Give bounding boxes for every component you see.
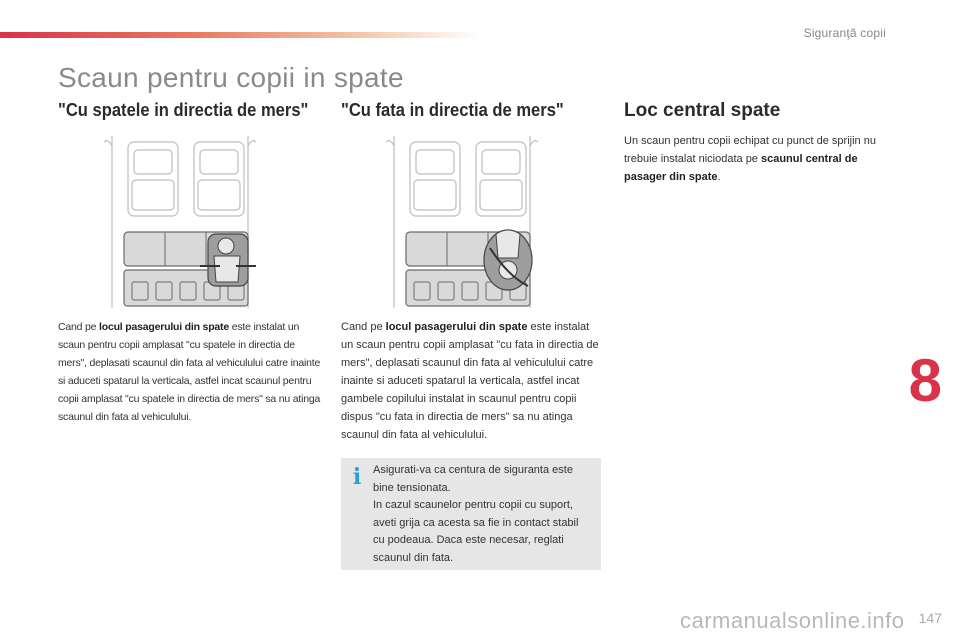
page-number: 147 (918, 610, 942, 626)
forward-facing-seat-diagram (342, 136, 582, 308)
heading-rear-facing: "Cu spatele in directia de mers" (58, 100, 309, 120)
center-rear-text-rest: . (717, 171, 721, 183)
rear-facing-instructions (58, 318, 324, 426)
page-title: Scaun pentru copii in spate (58, 62, 404, 93)
rear-facing-seat-diagram (60, 136, 300, 308)
info-text (373, 462, 593, 567)
rear-facing-text-rest: este instalat un scaun pentru copii amplasat "cu spatele in directia de mers", deplasati scaunul din fata al vehiculului catre inainte si aduceti spatarul la verticala, astfel incat scaunul pentru copii amplasat "cu spatele in directia de mers" sa nu atinga scaunul din fata al vehiculului. (58, 321, 321, 423)
forward-facing-text-bold: locul pasagerului din spate (385, 321, 528, 333)
center-rear-instructions (624, 132, 894, 186)
chapter-number: 8 (908, 347, 942, 414)
center-rear-text-bold: scaunul central de pasager din spate (624, 153, 858, 183)
watermark: carmanualsonline.info (680, 608, 905, 633)
forward-facing-text-lead: Cand pe (341, 321, 386, 333)
heading-center-rear: Loc central spate (624, 100, 781, 121)
info-box (341, 458, 601, 570)
header-accent-bar (0, 32, 480, 38)
info-line-2: In cazul scaunelor pentru copii cu suport, aveti grija ca acesta sa fie in contact stabil cu podeaua. Daca este necesar, reglati scaunul din fata. (373, 499, 579, 564)
info-line-1: Asigurati-va ca centura de siguranta este bine tensionata. (373, 464, 573, 494)
forward-facing-text-rest: este instalat un scaun pentru copii amplasat "cu fata in directia de mers", deplasati scaunul din fata al vehiculului catre inainte si aduceti spatarul la verticala, astfel incat gambele copilului instalat in scaunul pentru copii dispus "cu fata in directia de mers" sa nu atinga scaunul din fata al vehiculului. (341, 321, 599, 441)
rear-facing-text-bold: locul pasagerului din spate (99, 321, 229, 333)
heading-forward-facing: "Cu fata in directia de mers" (341, 100, 564, 120)
info-icon: i (352, 464, 362, 490)
rear-facing-text-lead: Cand pe (58, 321, 100, 333)
forward-facing-instructions (341, 318, 601, 444)
section-label: Siguranţă copii (803, 26, 886, 40)
center-rear-text-lead: Un scaun pentru copii echipat cu punct de sprijin nu trebuie instalat niciodata pe (624, 135, 876, 165)
